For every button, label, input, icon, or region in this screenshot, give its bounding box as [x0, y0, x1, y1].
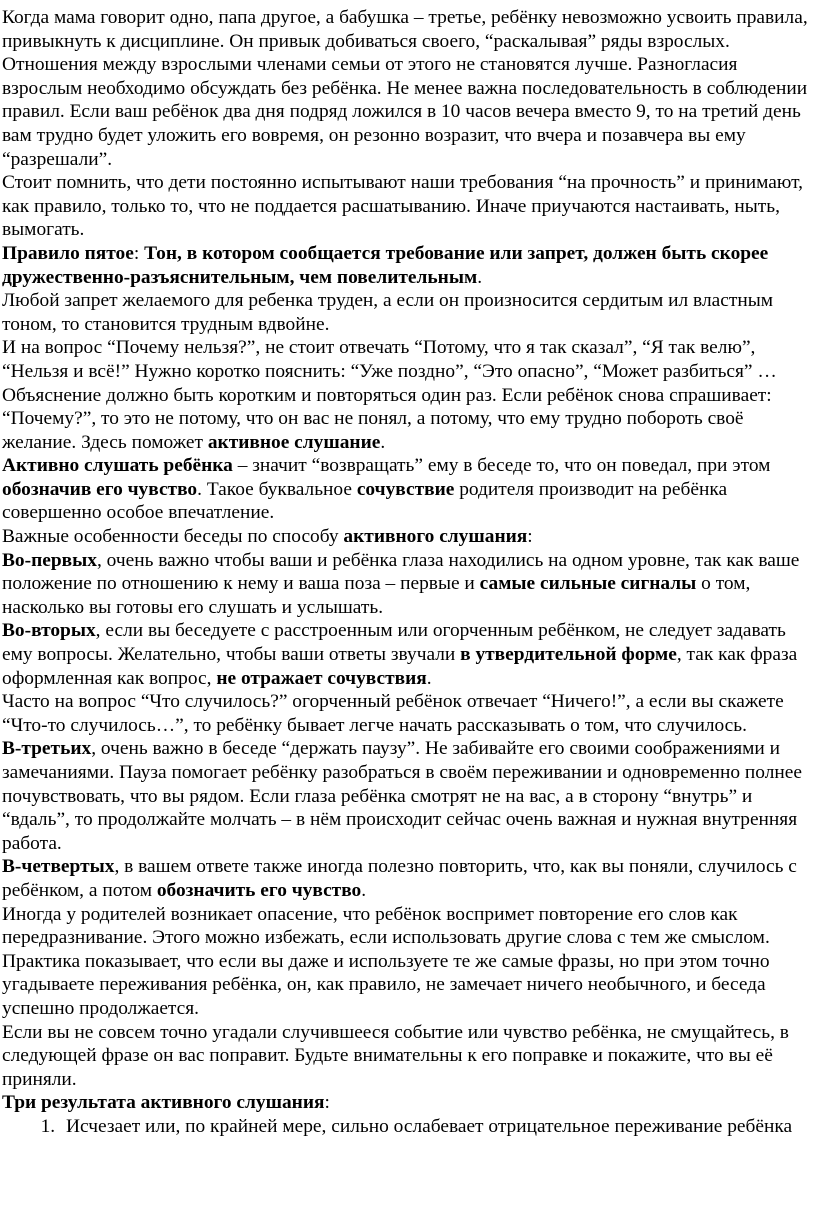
paragraph-1: Когда мама говорит одно, папа другое, а бабушка – третье, ребёнку невозможно усвоить правила, привыкнуть к дисциплине. Он привык добиваться своего, “раскалывая” ряды взрослых. Отношения между взрослыми членами семьи от этого не становятся лучше. Разногласия взрослым необходимо обсуждать без ребёнка. Не менее важна последовательность в соблюдении правил. Если ваш ребёнок два дня подряд ложился в 10 часов вечера вместо 9, то на третий день вам трудно будет уложить его вовремя, он резонно возразит, что вчера и позавчера вы ему “разрешали”.	[2, 7, 808, 170]
paragraph-2: Стоит помнить, что дети постоянно испытывают наши требования “на прочность” и принимают, как правило, только то, что не поддается расшатыванию. Иначе приучаются настаивать, ныть, вымогать.	[2, 172, 803, 241]
paragraph-7: Активно слушать ребёнка – значит “возвращать” ему в беседе то, что он поведал, при этом обозначив его чувство. Такое буквальное сочувствие родителя производит на ребёнка совершенно особое впечатление.	[2, 455, 771, 524]
paragraph-14: Иногда у родителей возникает опасение, что ребёнок воспримет повторение его слов как передразнивание. Этого можно избежать, если использовать другие слова с тем же смыслом. Практика показывает, что если вы даже и используете те же самые фразы, но при этом точно угадываете переживания ребёнка, он, как правило, не замечает ничего необычного, и беседа успешно продолжается.	[2, 903, 770, 1019]
results-list	[2, 1115, 810, 1139]
paragraph-third-point: В-третьих, очень важно в беседе “держать паузу”. Не забивайте его своими соображениями и замечаниями. Пауза помогает ребёнку разобраться в своём переживании и одновременно полнее почувствовать, что вы рядом. Если глаза ребёнка смотрят не на вас, а в сторону “внутрь” и “вдаль”, то продолжайте молчать – в нём происходит сейчас очень важная и нужная внутренняя работа.	[2, 738, 802, 854]
rule-five-label: Правило пятое	[2, 242, 134, 264]
paragraph-second-point: Во-вторых, если вы беседуете с расстроенным или огорченным ребёнком, не следует задавать ему вопросы. Желательно, чтобы ваши ответы звучали в утвердительной форме, так как фраза оформленная как вопрос, не отражает сочувствия.	[2, 620, 798, 689]
list-item: 1. Исчезает или, по крайней мере, сильно ослабевает отрицательное переживание ребёнка	[60, 1115, 810, 1139]
paragraph-15: Если вы не совсем точно угадали случившееся событие или чувство ребёнка, не смущайтесь, в следующей фразе он вас поправит. Будьте внимательны к его поправке и покажите, что вы её приняли.	[2, 1021, 789, 1090]
paragraph-11: Часто на вопрос “Что случилось?” огорченный ребёнок отвечает “Ничего!”, а если вы скажете “Что-то случилось…”, то ребёнку бывает легче начать рассказывать о том, что случилось.	[2, 691, 784, 736]
rule-five-paragraph: Правило пятое: Тон, в котором сообщается требование или запрет, должен быть скорее дружественно-разъяснительным, чем повелительным.	[2, 242, 769, 288]
paragraph-first-point: Во-первых, очень важно чтобы ваши и ребёнка глаза находились на одном уровне, так как ваше положение по отношению к нему и ваша поза – первые и самые сильные сигналы о том, насколько вы готовы его слушать и услышать.	[2, 549, 800, 618]
paragraph-4: Любой запрет желаемого для ребенка труден, а если он произносится сердитым ил властным тоном, то становится трудным вдвойне.	[2, 290, 773, 335]
paragraph-8: Важные особенности беседы по способу активного слушания:	[2, 526, 533, 548]
paragraph-5: И на вопрос “Почему нельзя?”, не стоит отвечать “Потому, что я так сказал”, “Я так велю”, “Нельзя и всё!” Нужно коротко пояснить: “Уже поздно”, “Это опасно”, “Может разбиться” …	[2, 337, 777, 382]
paragraph-6: Объяснение должно быть коротким и повторяться один раз. Если ребёнок снова спрашивает: “Почему?”, то это не потому, что он вас не понял, а потому, что ему трудно побороть своё желание. Здесь поможет активное слушание.	[2, 384, 772, 453]
rule-five-text: Тон, в котором сообщается требование или запрет, должен быть скорее дружественно-разъяснительным, чем повелительным	[2, 242, 769, 288]
results-heading: Три результата активного слушания:	[2, 1092, 330, 1114]
paragraph-fourth-point: В-четвертых, в вашем ответе также иногда полезно повторить, что, как вы поняли, случилось с ребёнком, а потом обозначить его чувство.	[2, 856, 797, 901]
